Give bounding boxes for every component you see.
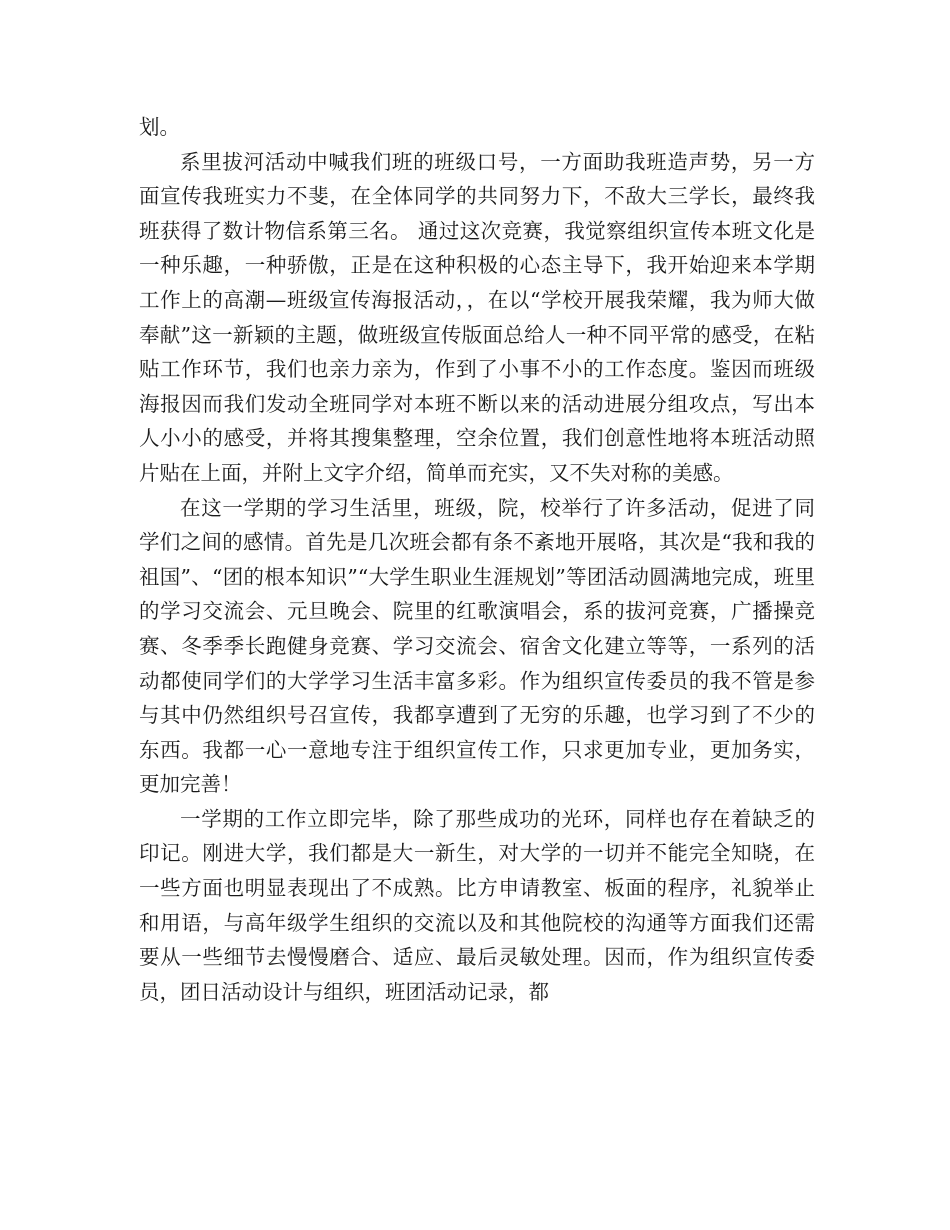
paragraph-shortcomings: 一学期的工作立即完毕，除了那些成功的光环，同样也存在着缺乏的印记。刚进大学，我们都是大一新生，对大学的一切并不能完全知晓，在一些方面也明显表现出了不成熟。比方申请教室、板面的程序，礼貌举止和用语，与高年级学生组织的交流以及和其他院校的沟通等方面我们还需要从一些细节去慢慢磨合、适应、最后灵敏处理。因而，作为组织宣传委员，团日活动设计与组织，班团活动记录，都 — [139, 806, 815, 1004]
paragraph-continuation: 划。 — [139, 115, 180, 139]
paragraph-tug-of-war-and-poster: 系里拔河活动中喊我们班的班级口号，一方面助我班造声势，另一方面宣传我班实力不斐，在全体同学的共同努力下，不敌大三学长，最终我班获得了数计物信系第三名。 通过这次竞赛，我觉察组织宣传本班文化是一种乐趣，一种骄傲，正是在这种积极的心态主导下，我开始迎来本学期工作上的高潮—班级宣传海报活动，，在以“学校开展我荣耀，我为师大做奉献”这一新颖的主题，做班级宣传版面总给人一种不同平常的感受，在粘贴工作环节，我们也亲力亲为，作到了小事不小的工作态度。鉴因而班级海报因而我们发动全班同学对本班不断以来的活动进展分组攻点，写出本人小小的感受，并将其搜集整理，空余位置，我们创意性地将本班活动照片贴在上面，并附上文字介绍，简单而充实，又不失对称的美感。 — [139, 149, 815, 485]
document-page — [139, 110, 815, 1009]
paragraph-semester-activities: 在这一学期的学习生活里，班级，院，校举行了许多活动，促进了同学们之间的感情。首先是几次班会都有条不紊地开展咯，其次是“我和我的祖国”、“团的根本知识”“大学生职业生涯规划”等团活动圆满地完成，班里的学习交流会、元旦晚会、院里的红歌演唱会，系的拔河竞赛，广播操竞赛、冬季季长跑健身竞赛、学习交流会、宿舍文化建立等等，一系列的活动都使同学们的大学学习生活丰富多彩。作为组织宣传委员的我不管是参与其中仍然组织号召宣传，我都享遭到了无穷的乐趣，也学习到了不少的东西。我都一心一意地专注于组织宣传工作，只求更加专业，更加务实，更加完善！ — [139, 495, 815, 797]
